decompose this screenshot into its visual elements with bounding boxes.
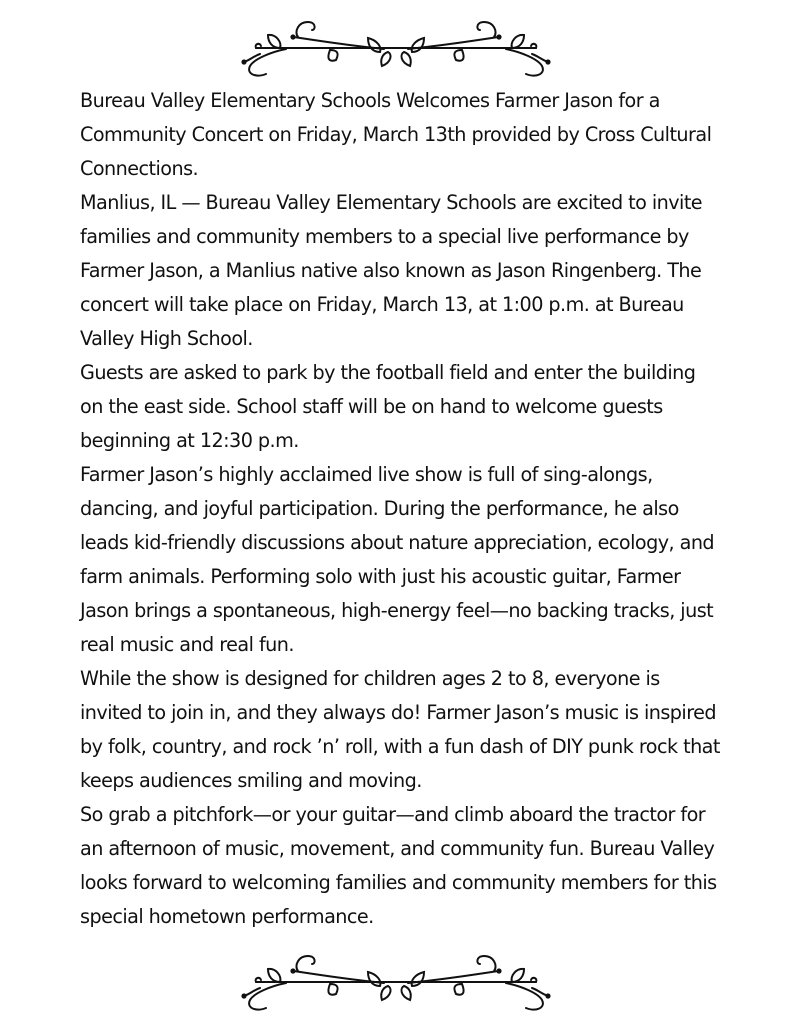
article — [80, 84, 720, 934]
bottom-vine-flourish-icon — [236, 938, 556, 1018]
headline: Bureau Valley Elementary Schools Welcomes Farmer Jason for a Community Concert on Friday, March 13th provided by Cross Cultural Connections. — [80, 89, 712, 180]
paragraph-intro: Manlius, IL — Bureau Valley Elementary Schools are excited to invite families and community members to a special live performance by Farmer Jason, a Manlius native also known as Jason Ringenberg. The concert will take place on Friday, March 13, at 1:00 p.m. at Bureau Valley High School. — [80, 191, 703, 350]
paragraph-closing: So grab a pitchfork—or your guitar—and climb aboard the tractor for an afternoon of music, movement, and community fun. Bureau Valley looks forward to welcoming families and community members for this special hometown performance. — [80, 803, 717, 928]
paragraph-parking: Guests are asked to park by the football field and enter the building on the east side. School staff will be on hand to welcome guests beginning at 12:30 p.m. — [80, 361, 696, 452]
top-vine-flourish-icon — [236, 4, 556, 84]
paragraph-show-description: Farmer Jason’s highly acclaimed live show is full of sing-alongs, dancing, and joyful participation. During the performance, he also leads kid-friendly discussions about nature appreciation, ecology, and farm animals. Performing solo with just his acoustic guitar, Farmer Jason brings a spontaneous, high-energy feel—no backing tracks, just real music and real fun. — [80, 463, 715, 656]
paragraph-audience: While the show is designed for children ages 2 to 8, everyone is invited to join in, and they always do! Farmer Jason’s music is inspired by folk, country, and rock ’n’ roll, with a fun dash of DIY punk rock that keeps audiences smiling and moving. — [80, 667, 720, 792]
